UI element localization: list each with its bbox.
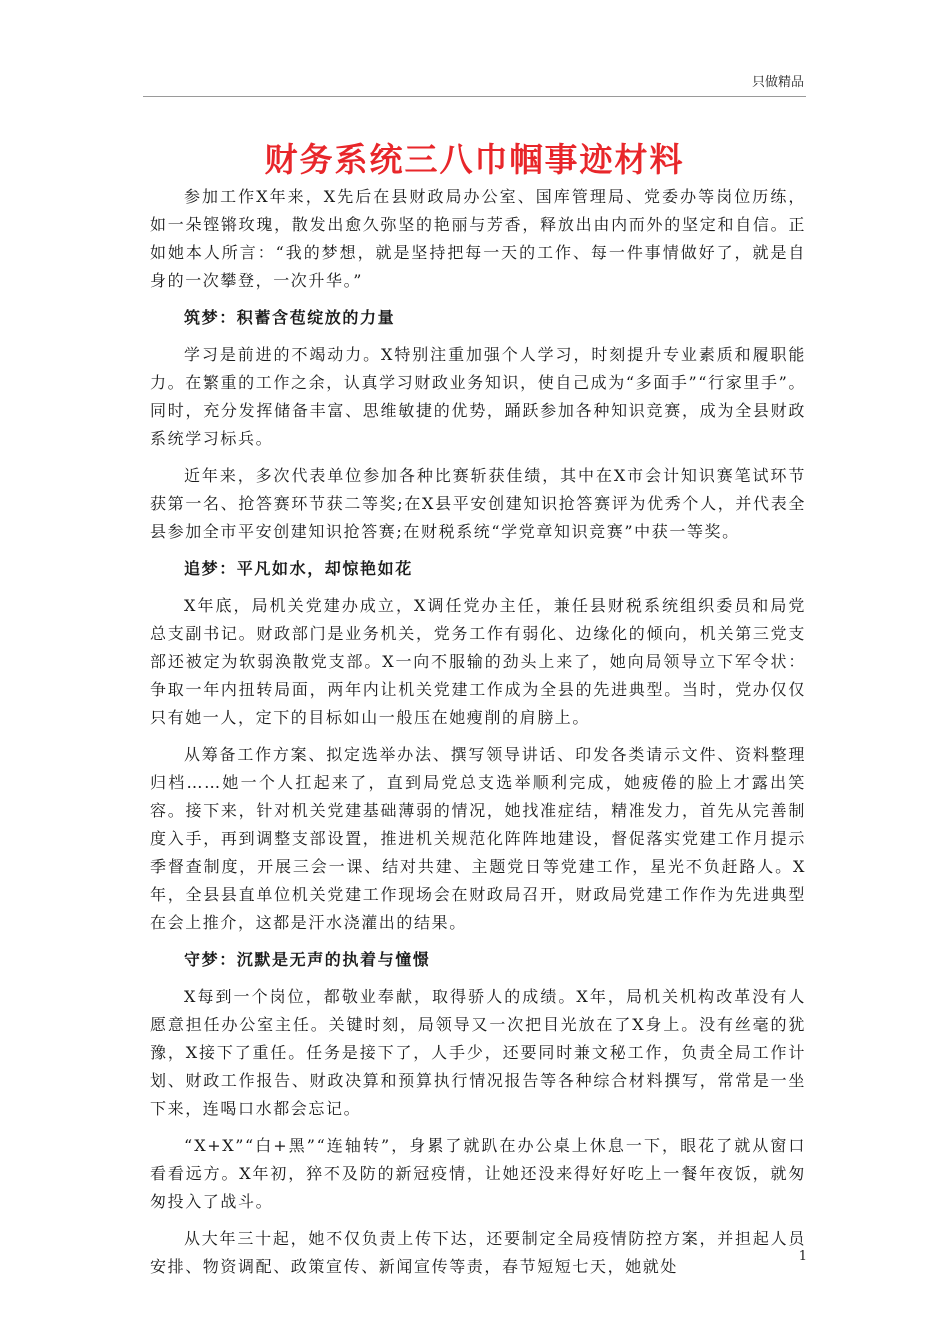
document-title: 财务系统三八巾帼事迹材料 [264,140,685,179]
paragraph: 从筹备工作方案、拟定选举办法、撰写领导讲话、印发各类请示文件、资料整理归档……她一个人扛起来了，直到局党总支选举顺利完成，她疲倦的脸上才露出笑容。接下来，针对机关党建基础薄弱的情况，她找准症结，精准发力，首先从完善制度入手，再到调整支部设置，推进机关规范化阵阵地建设，督促落实党建工作月提示季督查制度，开展三会一课、结对共建、主题党日等党建工作，星光不负赶路人。X年，全县县直单位机关党建工作现场会在财政局召开，财政局党建工作作为先进典型在会上推介，这都是汗水浇灌出的结果。 [150,745,806,932]
page-number: 1 [798,1249,807,1264]
paragraph: 近年来，多次代表单位参加各种比赛斩获佳绩，其中在X市会计知识赛笔试环节获第一名、抢答赛环节获二等奖;在X县平安创建知识抢答赛评为优秀个人，并代表全县参加全市平安创建知识抢答赛;在财税系统“学党章知识竞赛”中获一等奖。 [150,466,806,541]
section-heading-zhuimeng: 追梦：平凡如水，却惊艳如花 [184,559,413,578]
header-note: 只做精品 [751,75,804,90]
paragraph: 从大年三十起，她不仅负责上传下达，还要制定全局疫情防控方案，并担起人员安排、物资调配、政策宣传、新闻宣传等责，春节短短七天，她就处 [150,1229,806,1276]
header-divider [143,96,806,97]
paragraph: 学习是前进的不竭动力。X特别注重加强个人学习，时刻提升专业素质和履职能力。在繁重的工作之余，认真学习财政业务知识，使自己成为“多面手”“行家里手”。同时，充分发挥储备丰富、思维敏捷的优势，踊跃参加各种知识竞赛，成为全县财政系统学习标兵。 [150,345,806,448]
paragraph: X年底，局机关党建办成立，X调任党办主任，兼任县财税系统组织委员和局党总支副书记。财政部门是业务机关，党务工作有弱化、边缘化的倾向，机关第三党支部还被定为软弱涣散党支部。X一向不服输的劲头上来了，她向局领导立下军令状：争取一年内扭转局面，两年内让机关党建工作成为全县的先进典型。当时，党办仅仅只有她一人，定下的目标如山一般压在她瘦削的肩膀上。 [150,596,806,727]
paragraph: “X+X”“白+黑”“连轴转”，身累了就趴在办公桌上休息一下，眼花了就从窗口看看远方。X年初，猝不及防的新冠疫情，让她还没来得好好吃上一餐年夜饭，就匆匆投入了战斗。 [150,1136,806,1211]
paragraph-intro: 参加工作X年来，X先后在县财政局办公室、国库管理局、党委办等岗位历练，如一朵铿锵玫瑰，散发出愈久弥坚的艳丽与芳香，释放出由内而外的坚定和自信。正如她本人所言：“我的梦想，就是坚持把每一天的工作、每一件事情做好了，就是自身的一次攀登，一次升华。” [150,187,806,290]
document-body [150,183,806,1290]
section-heading-shoumeng: 守梦：沉默是无声的执着与憧憬 [184,950,431,969]
paragraph: X每到一个岗位，都敬业奉献，取得骄人的成绩。X年，局机关机构改革没有人愿意担任办公室主任。关键时刻，局领导又一次把目光放在了X身上。没有丝毫的犹豫，X接下了重任。任务是接下了，人手少，还要同时兼文秘工作，负责全局工作计划、财政工作报告、财政决算和预算执行情况报告等各种综合材料撰写，常常是一坐下来，连喝口水都会忘记。 [150,987,806,1118]
section-heading-zhumeng: 筑梦：积蓄含苞绽放的力量 [184,308,396,327]
